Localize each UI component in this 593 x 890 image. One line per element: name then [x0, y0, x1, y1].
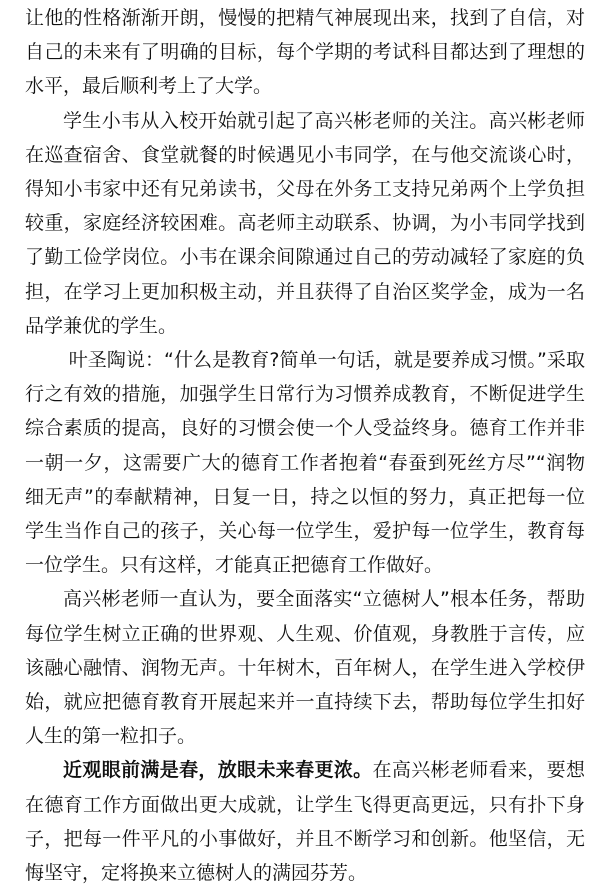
- paragraph-student-xiaowei: 学生小韦从入校开始就引起了高兴彬老师的关注。高兴彬老师在巡查宿舍、食堂就餐的时候遇见小韦同学，在与他交流谈心时，得知小韦家中还有兄弟读书，父母在外务工支持兄弟两个上学负担较重，家庭经济较困难。高老师主动联系、协调，为小韦同学找到了勤工俭学岗位。小韦在课余间隙通过自己的劳动减轻了家庭的负担，在学习上更加积极主动，并且获得了自治区奖学金，成为一名品学兼优的学生。: [25, 109, 585, 337]
- paragraph-continuation: 让他的性格渐渐开朗，慢慢的把精气神展现出来，找到了自信，对自己的未来有了明确的目标，每个学期的考试科目都达到了理想的水平，最后顺利考上了大学。: [25, 7, 585, 98]
- paragraph-ye-shengtao-quote: 叶圣陶说：“什么是教育?简单一句话，就是要养成习惯。”采取行之有效的措施，加强学生日常行为习惯养成教育，不断促进学生综合素质的提高，良好的习惯会使一个人受益终身。德育工作并非一朝一夕，这需要广大的德育工作者抱着“春蚕到死丝方尽”“润物细无声”的奉献精神，日复一日，持之以恒的努力，真正把每一位学生当作自己的孩子，关心每一位学生，爱护每一位学生，教育每一位学生。只有这样，才能真正把德育工作做好。: [25, 349, 585, 577]
- paragraph-lide-shuren: 高兴彬老师一直认为，要全面落实“立德树人”根本任务，帮助每位学生树立正确的世界观、人生观、价值观，身教胜于言传，应该融心融情、润物无声。十年树木，百年树人，在学生进入学校伊始，就应把德育教育开展起来并一直持续下去，帮助每位学生扣好人生的第一粒扣子。: [25, 588, 585, 748]
- closing-bold-lead: 近观眼前满是春，放眼未来春更浓。: [63, 759, 373, 782]
- closing-body-text: 在高兴彬老师看来，要想在德育工作方面做出更大成就，让学生飞得更高更远，只有扑下身子，把每一件平凡的小事做好，并且不断学习和创新。他坚信，无悔坚守，定将换来立德树人的满园芬芳。: [25, 759, 585, 885]
- paragraph-closing: [25, 753, 585, 890]
